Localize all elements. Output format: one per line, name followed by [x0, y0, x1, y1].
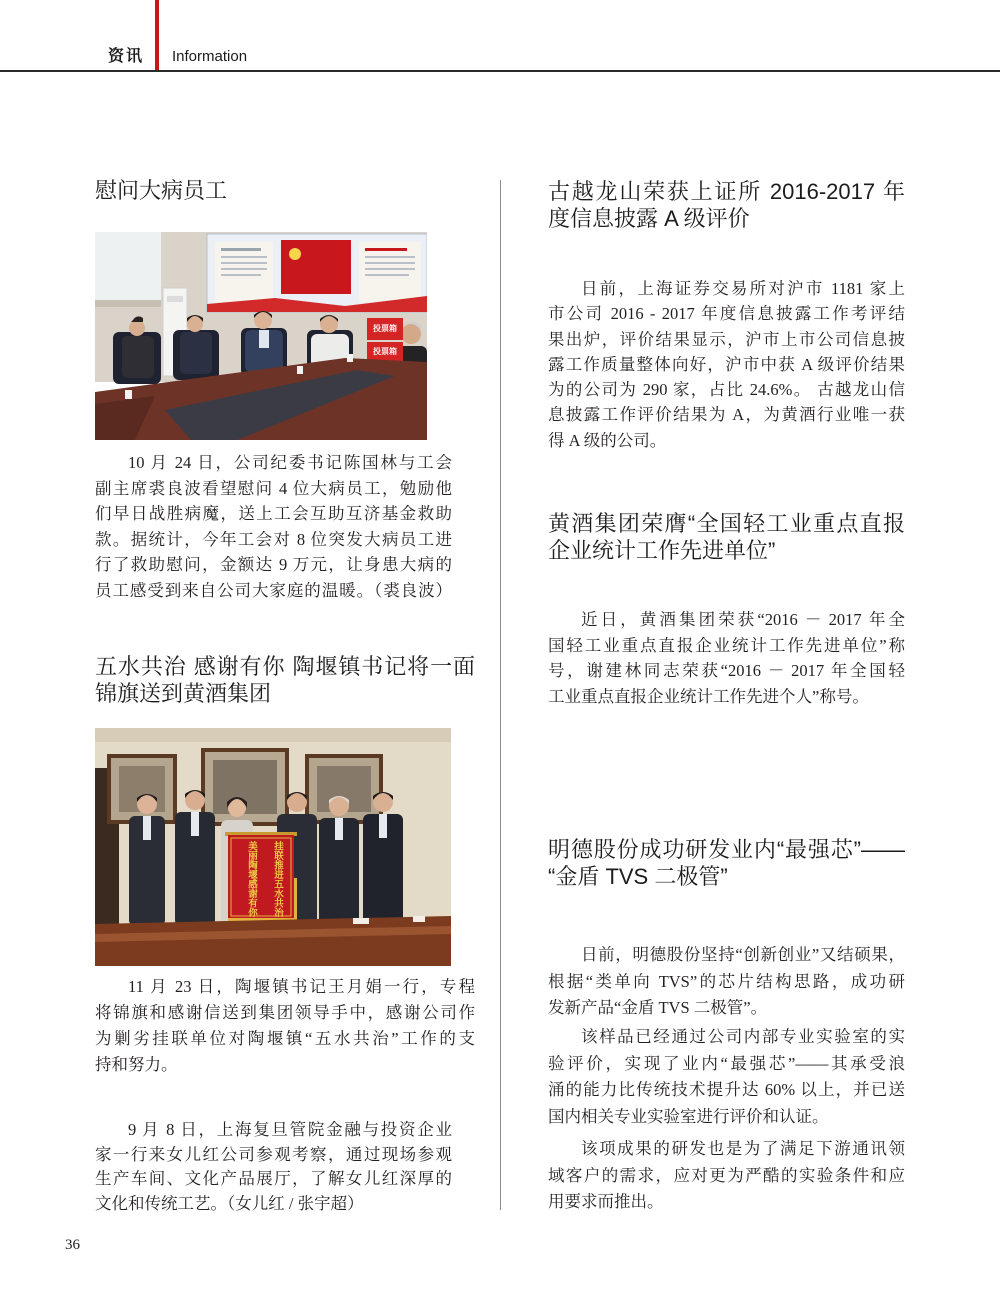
text-line: 持和努力。 — [95, 1055, 178, 1074]
article-tvs-title — [548, 836, 905, 890]
text-line: 9 月 8 日，上海复旦管院金融与投资企业 — [128, 1120, 452, 1139]
text-line: 验评价，实现了业内“最强芯”——其承受浪 — [548, 1053, 905, 1073]
title-line: 五水共治 感谢有你 陶堰镇书记将一面 — [95, 654, 475, 679]
header-rule — [0, 70, 1000, 72]
photo-cup — [297, 366, 303, 374]
text-line: 员工感受到来自公司大家庭的温暖。（裘良波） — [95, 580, 452, 600]
meeting-photo — [95, 232, 427, 440]
text-line: 果出炉，评价结果显示，沪市上市公司信息披 — [548, 329, 905, 349]
banner-text — [234, 839, 290, 919]
title-line: 锦旗送到黄酒集团 — [95, 681, 272, 706]
ballot-box-label: 投票箱 — [373, 324, 397, 333]
text-line: 行了救助慰问，金额达 9 万元，让身患大病的 — [95, 555, 452, 574]
text-line: 10 月 24 日，公司纪委书记陈国林与工会 — [128, 453, 452, 472]
text-line: 工业重点直报企业统计工作先进个人”称号。 — [548, 687, 869, 707]
text-line: 号，谢建林同志荣获“2016 － 2017 年全国轻 — [548, 661, 905, 681]
text-line: 息披露工作评价结果为 A，为黄酒行业唯一获 — [548, 405, 905, 425]
text-line: 该样品已经通过公司内部专业实验室的实 — [581, 1027, 905, 1046]
pennant-photo — [95, 728, 451, 966]
text-line: 为剿劣挂联单位对陶堰镇“五水共治”工作的支 — [95, 1029, 475, 1048]
photo-table-item — [353, 918, 369, 924]
text-line: 涌的能力比传统技术提升达 60% 以上，并已送 — [548, 1080, 905, 1099]
article-condolence-title — [95, 177, 475, 204]
text-line: 域客户的需求，应对更为严酷的实验条件和应 — [548, 1165, 905, 1185]
text-line: 副主席裘良波看望慰问 4 位大病员工，勉励他 — [95, 478, 452, 498]
text-line: 根据“类单向 TVS”的芯片结构思路，成功研 — [548, 971, 905, 991]
article-pennant-title — [95, 653, 475, 707]
photo-table — [95, 916, 451, 966]
photo-window — [95, 232, 161, 300]
title-line: 企业统计工作先进单位” — [548, 538, 776, 563]
title-line: “金盾 TVS 二极管” — [548, 864, 728, 889]
photo-cup — [125, 390, 132, 399]
article-condolence-body — [95, 450, 452, 603]
text-line: 日前，上海证券交易所对沪市 1181 家上 — [581, 279, 905, 298]
column-divider — [500, 180, 501, 1210]
title-line: 明德股份成功研发业内“最强芯”—— — [548, 837, 905, 862]
article-tvs-paragraph-3 — [548, 1136, 905, 1216]
text-line: 家一行来女儿红公司参观考察，通过现场参观 — [95, 1144, 452, 1164]
text-line: 文化和传统工艺。（女儿红 / 张宇超） — [95, 1193, 364, 1213]
text-line: 们早日战胜病魔，送上工会互助互济基金救助 — [95, 504, 452, 523]
text-line: 该项成果的研发也是为了满足下游通讯领 — [581, 1139, 905, 1158]
ballot-box-label: 投票箱 — [373, 347, 397, 356]
title-line: 古越龙山荣获上证所 2016-2017 年 — [548, 179, 905, 204]
text-line: 日前，明德股份坚持“创新创业”又结硕果， — [581, 945, 905, 964]
photo-flag-emblem — [289, 248, 301, 260]
article-tvs-paragraph-2 — [548, 1024, 905, 1130]
article-award-body — [548, 607, 905, 710]
title-line: 度信息披露 A 级评价 — [548, 206, 750, 231]
article-tvs-paragraph-1 — [548, 942, 905, 1022]
text-line: 生产车间、文化产品展厅，了解女儿红深厚的 — [95, 1169, 452, 1188]
text-line: 国轻工业重点直报企业统计工作先进单位”称 — [548, 635, 905, 655]
page-number: 36 — [65, 1237, 80, 1253]
photo-cup — [347, 354, 353, 362]
article-pennant-body — [95, 974, 475, 1078]
title-line: 黄酒集团荣膺“全国轻工业重点直报 — [548, 511, 905, 536]
header-accent-bar — [155, 0, 159, 70]
text-line: 市公司 2016 - 2017 年度信息披露工作考评结 — [548, 304, 905, 324]
article-award-title — [548, 510, 905, 564]
photo-party-flag — [281, 240, 351, 294]
title-line: 慰问大病员工 — [95, 178, 228, 203]
text-line: 发新产品“金盾 TVS 二极管”。 — [548, 998, 768, 1017]
text-line: 将锦旗和感谢信送到集团领导手中，感谢公司作 — [95, 1003, 475, 1022]
article-visit-body — [95, 1118, 452, 1216]
text-line: 款。据统计，今年工会对 8 位突发大病员工进 — [95, 529, 452, 549]
banner-text-right: 挂联推进五水共治 — [272, 841, 282, 917]
text-line: 为的公司为 290 家，占比 24.6%。 古越龙山信 — [548, 380, 905, 400]
text-line: 11 月 23 日，陶堰镇书记王月娟一行，专程 — [128, 977, 475, 996]
article-disclosure-body — [548, 276, 905, 453]
text-line: 露工作质量整体向好，沪市中获 A 级评价结果 — [548, 354, 905, 374]
photo-table-item — [413, 916, 425, 922]
section-label-en: Information — [172, 48, 248, 65]
meeting-photo-illustration — [95, 232, 427, 440]
text-line: 得 A 级的公司。 — [548, 430, 667, 450]
text-line: 近日，黄酒集团荣获“2016 － 2017 年全 — [581, 610, 905, 629]
text-line: 用要求而推出。 — [548, 1192, 664, 1211]
article-disclosure-title — [548, 178, 905, 232]
banner-text-left: 美丽陶堰感谢有你 — [246, 841, 256, 917]
section-label-cn: 资讯 — [108, 48, 145, 65]
text-line: 国内相关专业实验室进行评价和认证。 — [548, 1106, 829, 1126]
